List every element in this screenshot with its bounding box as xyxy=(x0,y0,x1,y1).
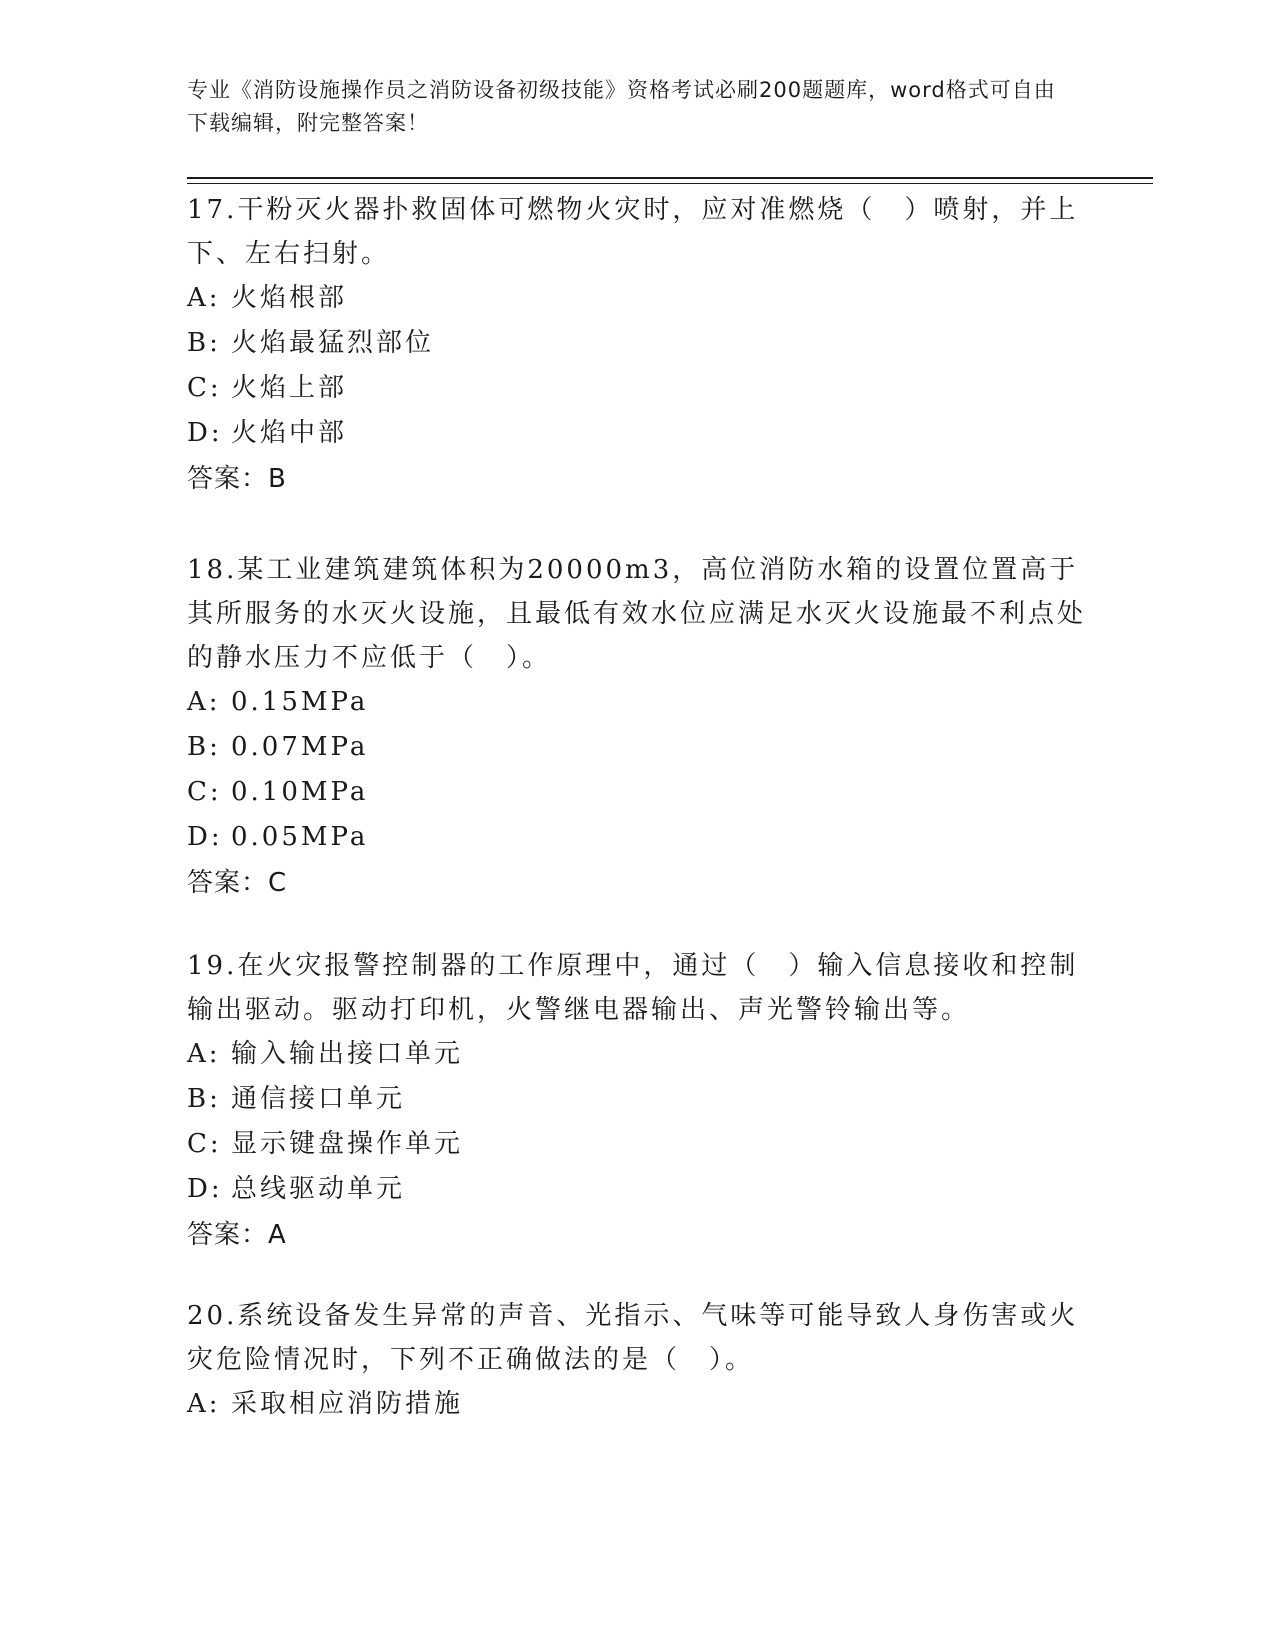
option-letter: D: xyxy=(187,418,223,448)
answer-label: 答案：B xyxy=(187,464,287,494)
option-b xyxy=(187,725,1087,770)
question-19 xyxy=(187,944,1087,1258)
option-b xyxy=(187,321,1087,366)
option-text: 输入输出接口单元 xyxy=(231,1039,464,1069)
option-text: 火焰中部 xyxy=(231,418,348,448)
option-letter: D: xyxy=(187,822,223,852)
option-text: 0.15MPa xyxy=(231,687,369,717)
option-letter: C: xyxy=(187,1129,222,1159)
option-d xyxy=(187,815,1087,860)
question-stem: 17.干粉灭火器扑救固体可燃物火灾时，应对准燃烧（ ）喷射，并上下、左右扫射。 xyxy=(187,195,1079,269)
option-c xyxy=(187,1122,1087,1167)
option-d xyxy=(187,411,1087,456)
option-letter: A: xyxy=(187,1039,221,1069)
question-20 xyxy=(187,1294,1087,1427)
option-letter: A: xyxy=(187,283,221,313)
option-text: 0.10MPa xyxy=(231,777,369,807)
header-divider-thin xyxy=(187,183,1153,184)
option-text: 0.05MPa xyxy=(231,822,369,852)
option-letter: B: xyxy=(187,732,221,762)
option-c xyxy=(187,366,1087,411)
option-text: 火焰根部 xyxy=(231,283,348,313)
question-stem: 19.在火灾报警控制器的工作原理中，通过（ ）输入信息接收和控制输出驱动。驱动打印机，火警继电器输出、声光警铃输出等。 xyxy=(187,951,1079,1025)
option-letter: C: xyxy=(187,373,222,403)
option-a xyxy=(187,276,1087,321)
option-a xyxy=(187,1032,1087,1077)
option-a xyxy=(187,1382,1087,1427)
option-text: 火焰最猛烈部位 xyxy=(231,328,435,358)
option-d xyxy=(187,1167,1087,1212)
option-text: 采取相应消防措施 xyxy=(231,1389,464,1419)
question-17 xyxy=(187,188,1087,502)
answer-label: 答案：C xyxy=(187,868,288,898)
option-text: 显示键盘操作单元 xyxy=(231,1129,464,1159)
answer-label: 答案：A xyxy=(187,1220,287,1250)
document-header: 专业《消防设施操作员之消防设备初级技能》资格考试必刷200题题库，word格式可自由下载编辑，附完整答案！ xyxy=(187,78,1056,135)
option-text: 通信接口单元 xyxy=(231,1084,406,1114)
question-stem: 20.系统设备发生异常的声音、光指示、气味等可能导致人身伤害或火灾危险情况时，下列不正确做法的是（ ）。 xyxy=(187,1301,1079,1375)
option-text: 总线驱动单元 xyxy=(231,1174,406,1204)
option-b xyxy=(187,1077,1087,1122)
option-text: 火焰上部 xyxy=(231,373,348,403)
option-letter: B: xyxy=(187,1084,221,1114)
option-letter: A: xyxy=(187,1389,221,1419)
option-c xyxy=(187,770,1087,815)
option-letter: B: xyxy=(187,328,221,358)
question-18 xyxy=(187,548,1087,906)
option-letter: D: xyxy=(187,1174,223,1204)
option-a xyxy=(187,680,1087,725)
option-text: 0.07MPa xyxy=(231,732,369,762)
option-letter: A: xyxy=(187,687,221,717)
option-letter: C: xyxy=(187,777,222,807)
header-divider-thick xyxy=(187,177,1153,179)
question-stem: 18.某工业建筑建筑体积为20000m3，高位消防水箱的设置位置高于其所服务的水灭火设施，且最低有效水位应满足水灭火设施最不利点处的静水压力不应低于（ ）。 xyxy=(187,555,1087,673)
